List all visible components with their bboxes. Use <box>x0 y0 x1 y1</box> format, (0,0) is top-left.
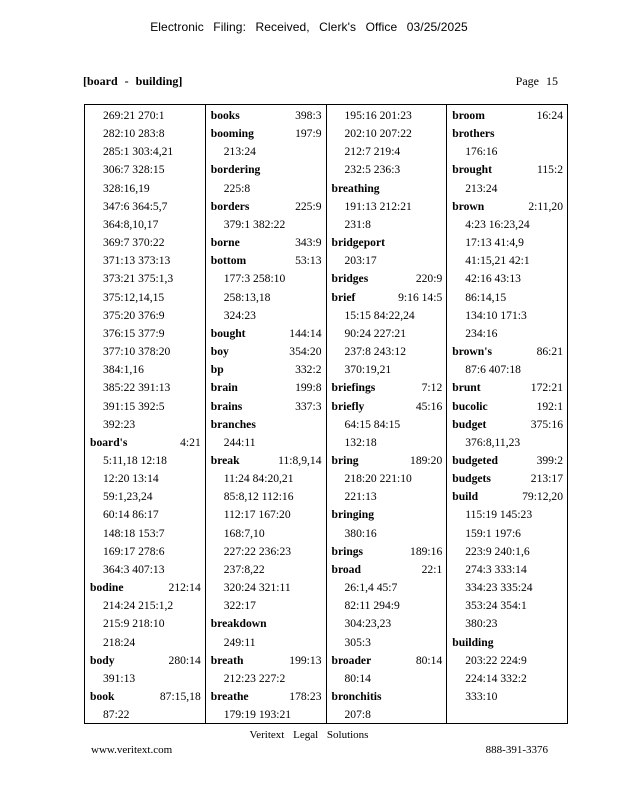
index-term-entry <box>332 688 443 706</box>
index-term-entry <box>452 634 563 652</box>
index-citations: 16:24 <box>536 109 563 122</box>
index-term-entry <box>90 688 201 706</box>
index-citation-line: 234:16 <box>465 326 498 340</box>
index-term-entry <box>332 561 443 579</box>
index-citation-line: 5:11,18 12:18 <box>103 453 167 467</box>
index-citation-line: 215:9 218:10 <box>103 617 165 631</box>
index-citation-line: 169:17 278:6 <box>103 544 165 558</box>
index-term-entry <box>332 289 443 307</box>
index-term-entry <box>452 107 563 125</box>
index-citation-line: 212:7 219:4 <box>344 145 401 159</box>
index-citations: 280:14 <box>168 653 201 667</box>
index-term: bordering <box>210 163 261 177</box>
index-term: budgeted <box>452 453 498 467</box>
index-term: brings <box>331 544 364 558</box>
index-citation-line: 371:13 373:13 <box>103 254 171 268</box>
index-citations: 172:21 <box>530 381 563 395</box>
index-citation-line: 214:24 215:1,2 <box>103 599 174 613</box>
index-citation-line: 232:5 236:3 <box>344 163 401 177</box>
index-citation-line: 115:19 145:23 <box>465 508 533 522</box>
index-citation-line: 207:8 <box>344 708 371 722</box>
index-term-entry <box>211 252 322 270</box>
index-term: bottom <box>210 254 247 268</box>
index-citation-line: 244:11 <box>223 435 256 449</box>
index-citation-line: 334:23 335:24 <box>465 581 533 595</box>
index-term: bodine <box>90 581 124 595</box>
index-citation-line: 179:19 193:21 <box>223 708 292 722</box>
index-citation-line: 60:14 86:17 <box>103 508 159 522</box>
index-term: borders <box>210 199 250 213</box>
index-citation-line: 249:11 <box>223 635 256 649</box>
index-citations: 86:21 <box>536 345 563 359</box>
index-citation-line: 132:18 <box>344 435 377 449</box>
index-citation-line: 224:14 332:2 <box>465 671 527 685</box>
index-term: brief <box>331 290 356 304</box>
index-term: breathing <box>331 181 380 195</box>
index-column-2 <box>206 105 327 723</box>
index-citation-line: 282:10 283:8 <box>103 127 165 141</box>
index-citation-line: 304:23,23 <box>344 617 392 631</box>
index-term: bridgeport <box>331 236 385 250</box>
index-citation-line: 375:20 376:9 <box>103 308 165 322</box>
index-term-entry <box>332 398 443 416</box>
index-citation-line: 148:18 153:7 <box>103 526 165 540</box>
index-term-entry <box>332 270 443 288</box>
index-term: bring <box>331 453 359 467</box>
index-citations: 79:12,20 <box>522 490 563 504</box>
index-citation-line: 64:15 84:15 <box>344 417 401 431</box>
index-citations: 80:14 <box>415 653 443 667</box>
index-term-entry <box>211 361 322 379</box>
index-term-entry <box>452 452 563 470</box>
index-citations: 192:1 <box>536 399 563 413</box>
index-term-entry <box>452 343 563 361</box>
index-citation-line: 391:15 392:5 <box>103 399 165 413</box>
index-citation-line: 391:13 <box>103 671 136 685</box>
index-citation-line: 364:3 407:13 <box>103 562 165 576</box>
index-citation-line: 82:11 294:9 <box>344 599 400 613</box>
index-citation-line: 86:14,15 <box>465 290 507 304</box>
index-citation-line: 237:8,22 <box>223 562 265 576</box>
index-term-entry <box>452 488 563 506</box>
index-term: books <box>210 109 240 122</box>
index-citation-line: 87:22 <box>103 708 130 722</box>
index-citation-line: 218:20 221:10 <box>344 472 412 486</box>
index-citations: 337:3 <box>295 399 322 413</box>
index-term: bucolic <box>452 399 488 413</box>
index-term-entry <box>452 161 563 179</box>
index-column-3 <box>327 105 448 723</box>
index-term: break <box>210 453 240 467</box>
index-term-entry <box>90 579 201 597</box>
index-term: build <box>452 490 479 504</box>
index-citations: 399:2 <box>536 453 563 467</box>
index-citations: 354:20 <box>289 345 322 359</box>
index-citations: 53:13 <box>295 254 322 268</box>
index-term: building <box>452 635 494 649</box>
index-citations: 189:20 <box>410 453 443 467</box>
index-citation-line: 159:1 197:6 <box>465 526 521 540</box>
index-term-entry <box>211 161 322 179</box>
index-citation-line: 202:10 207:22 <box>344 127 412 141</box>
index-citation-line: 227:22 236:23 <box>223 544 292 558</box>
index-term: briefly <box>331 399 365 413</box>
index-term-entry <box>90 652 201 670</box>
index-term-entry <box>211 343 322 361</box>
index-term-entry <box>211 107 322 125</box>
index-term: broad <box>331 562 361 576</box>
index-citations: 332:2 <box>295 363 322 377</box>
index-citation-line: 195:16 201:23 <box>344 109 412 122</box>
index-citations: 45:16 <box>415 399 443 413</box>
index-citation-line: 322:17 <box>223 599 256 613</box>
index-citation-line: 305:3 <box>344 635 371 649</box>
index-term: board's <box>90 435 128 449</box>
index-citation-line: 347:6 364:5,7 <box>103 199 168 213</box>
footer-company: Veritext Legal Solutions <box>249 729 369 741</box>
index-citation-line: 392:23 <box>103 417 136 431</box>
index-term-entry <box>332 234 443 252</box>
index-citations: 225:9 <box>295 199 322 213</box>
index-term-entry <box>452 198 563 216</box>
footer-phone: 888-391-3376 <box>485 744 548 756</box>
index-term-entry <box>211 379 322 397</box>
index-citations: 199:13 <box>289 653 322 667</box>
index-citation-line: 384:1,16 <box>103 363 144 377</box>
index-citation-line: 237:8 243:12 <box>344 345 407 359</box>
index-term-entry <box>332 506 443 524</box>
index-term: breathe <box>210 690 249 703</box>
index-term-entry <box>211 325 322 343</box>
index-term-entry <box>332 379 443 397</box>
index-citation-line: 380:23 <box>465 617 498 631</box>
index-citation-line: 333:10 <box>465 690 498 703</box>
index-citation-line: 26:1,4 45:7 <box>344 581 398 595</box>
index-citation-line: 177:3 258:10 <box>223 272 286 286</box>
index-citations: 189:16 <box>410 544 443 558</box>
word-index-table <box>84 104 568 724</box>
index-term: bronchitis <box>331 690 382 703</box>
index-citation-line: 258:13,18 <box>223 290 271 304</box>
index-citations: 22:1 <box>421 562 443 576</box>
index-citation-line: 59:1,23,24 <box>103 490 153 504</box>
index-citations: 212:14 <box>168 581 201 595</box>
index-citations: 4:21 <box>180 435 201 449</box>
index-citations: 197:9 <box>295 127 322 141</box>
index-term: breakdown <box>210 617 267 631</box>
index-citations: 220:9 <box>415 272 443 286</box>
index-citation-line: 191:13 212:21 <box>344 199 412 213</box>
index-citation-line: 328:16,19 <box>103 181 150 195</box>
index-citation-line: 320:24 321:11 <box>223 581 291 595</box>
index-citation-line: 213:24 <box>223 145 256 159</box>
index-column-1 <box>85 105 206 723</box>
index-citation-line: 15:15 84:22,24 <box>344 308 415 322</box>
index-term: brunt <box>452 381 481 395</box>
index-citation-line: 380:16 <box>344 526 377 540</box>
index-term: bridges <box>331 272 369 286</box>
index-term-entry <box>332 652 443 670</box>
index-term: brown's <box>452 345 492 359</box>
index-term: brothers <box>452 127 495 141</box>
index-term-entry <box>332 180 443 198</box>
index-term-entry <box>211 452 322 470</box>
index-term: briefings <box>331 381 376 395</box>
index-term: boy <box>210 345 229 359</box>
index-term-entry <box>452 125 563 143</box>
index-term-entry <box>211 416 322 434</box>
index-citation-line: 90:24 227:21 <box>344 326 407 340</box>
index-term-entry <box>211 688 322 706</box>
index-citation-line: 376:8,11,23 <box>465 435 521 449</box>
index-citation-line: 41:15,21 42:1 <box>465 254 530 268</box>
index-citation-line: 221:13 <box>344 490 377 504</box>
index-term: bought <box>210 326 246 340</box>
index-citation-line: 353:24 354:1 <box>465 599 527 613</box>
index-term: brains <box>210 399 243 413</box>
index-citation-line: 225:8 <box>223 181 251 195</box>
index-term-entry <box>90 434 201 452</box>
index-citation-line: 285:1 303:4,21 <box>103 145 174 159</box>
index-term: branches <box>210 417 256 431</box>
index-term-entry <box>211 125 322 143</box>
index-citation-line: 212:23 227:2 <box>223 671 286 685</box>
index-citations: 2:11,20 <box>528 199 563 213</box>
index-term-entry <box>211 198 322 216</box>
filing-stamp: Electronic Filing: Received, Clerk's Office 03/25/2025 <box>150 20 468 34</box>
index-citations: 213:17 <box>530 472 563 486</box>
index-citation-line: 223:9 240:1,6 <box>465 544 530 558</box>
index-citation-line: 218:24 <box>103 635 136 649</box>
index-term: body <box>90 653 115 667</box>
index-citations: 343:9 <box>295 236 322 250</box>
page-number: Page 15 <box>515 74 558 88</box>
index-citation-line: 12:20 13:14 <box>103 472 159 486</box>
index-term-entry <box>452 416 563 434</box>
index-citations: 115:2 <box>537 163 563 177</box>
index-citation-line: 373:21 375:1,3 <box>103 272 174 286</box>
index-column-4 <box>447 105 567 723</box>
index-citation-line: 112:17 167:20 <box>223 508 291 522</box>
index-term-entry <box>452 470 563 488</box>
index-citation-line: 376:15 377:9 <box>103 326 165 340</box>
index-term: brain <box>210 381 238 395</box>
index-citation-line: 17:13 41:4,9 <box>465 236 524 250</box>
index-citation-line: 306:7 328:15 <box>103 163 165 177</box>
index-term-entry <box>332 452 443 470</box>
index-term: budgets <box>452 472 491 486</box>
index-citation-line: 375:12,14,15 <box>103 290 165 304</box>
index-citation-line: 203:17 <box>344 254 377 268</box>
index-term: booming <box>210 127 254 141</box>
index-citations: 144:14 <box>289 326 322 340</box>
index-citation-line: 168:7,10 <box>223 526 265 540</box>
index-citation-line: 269:21 270:1 <box>103 109 165 122</box>
index-citations: 7:12 <box>421 381 443 395</box>
index-term: brought <box>452 163 492 177</box>
index-citation-line: 379:1 382:22 <box>223 217 286 231</box>
index-citation-line: 370:19,21 <box>344 363 392 377</box>
index-citation-line: 377:10 378:20 <box>103 345 171 359</box>
index-term: broader <box>331 653 372 667</box>
index-term-entry <box>211 398 322 416</box>
index-term: bringing <box>331 508 375 522</box>
index-citations: 87:15,18 <box>159 690 201 703</box>
index-term: brown <box>452 199 485 213</box>
index-citation-line: 324:23 <box>223 308 256 322</box>
index-citation-line: 80:14 <box>344 671 371 685</box>
index-citations: 9:16 14:5 <box>398 290 443 304</box>
index-citation-line: 176:16 <box>465 145 498 159</box>
footer-website: www.veritext.com <box>91 744 173 756</box>
index-citation-line: 42:16 43:13 <box>465 272 521 286</box>
index-citations: 398:3 <box>295 109 322 122</box>
index-term: budget <box>452 417 487 431</box>
index-term: breath <box>210 653 244 667</box>
index-citation-line: 364:8,10,17 <box>103 217 159 231</box>
index-citations: 375:16 <box>530 417 563 431</box>
index-term: borne <box>210 236 240 250</box>
index-citation-line: 203:22 224:9 <box>465 653 527 667</box>
index-citation-line: 4:23 16:23,24 <box>465 217 530 231</box>
index-term-entry <box>452 398 563 416</box>
index-range-label: [board - building] <box>83 74 183 88</box>
index-citation-line: 369:7 370:22 <box>103 236 165 250</box>
index-term: book <box>90 690 115 703</box>
index-term-entry <box>211 234 322 252</box>
index-term-entry <box>211 615 322 633</box>
index-citation-line: 87:6 407:18 <box>465 363 521 377</box>
index-citation-line: 385:22 391:13 <box>103 381 171 395</box>
index-citation-line: 134:10 171:3 <box>465 308 527 322</box>
index-citation-line: 213:24 <box>465 181 498 195</box>
index-citation-line: 11:24 84:20,21 <box>223 472 294 486</box>
index-term-entry <box>211 652 322 670</box>
index-term-entry <box>452 379 563 397</box>
index-term: bp <box>210 363 224 377</box>
index-citation-line: 274:3 333:14 <box>465 562 527 576</box>
index-citations: 199:8 <box>295 381 322 395</box>
index-citations: 11:8,9,14 <box>278 453 322 467</box>
index-citation-line: 231:8 <box>344 217 371 231</box>
index-term: broom <box>452 109 485 122</box>
index-term-entry <box>332 543 443 561</box>
index-citation-line: 85:8,12 112:16 <box>223 490 294 504</box>
index-citations: 178:23 <box>289 690 322 703</box>
